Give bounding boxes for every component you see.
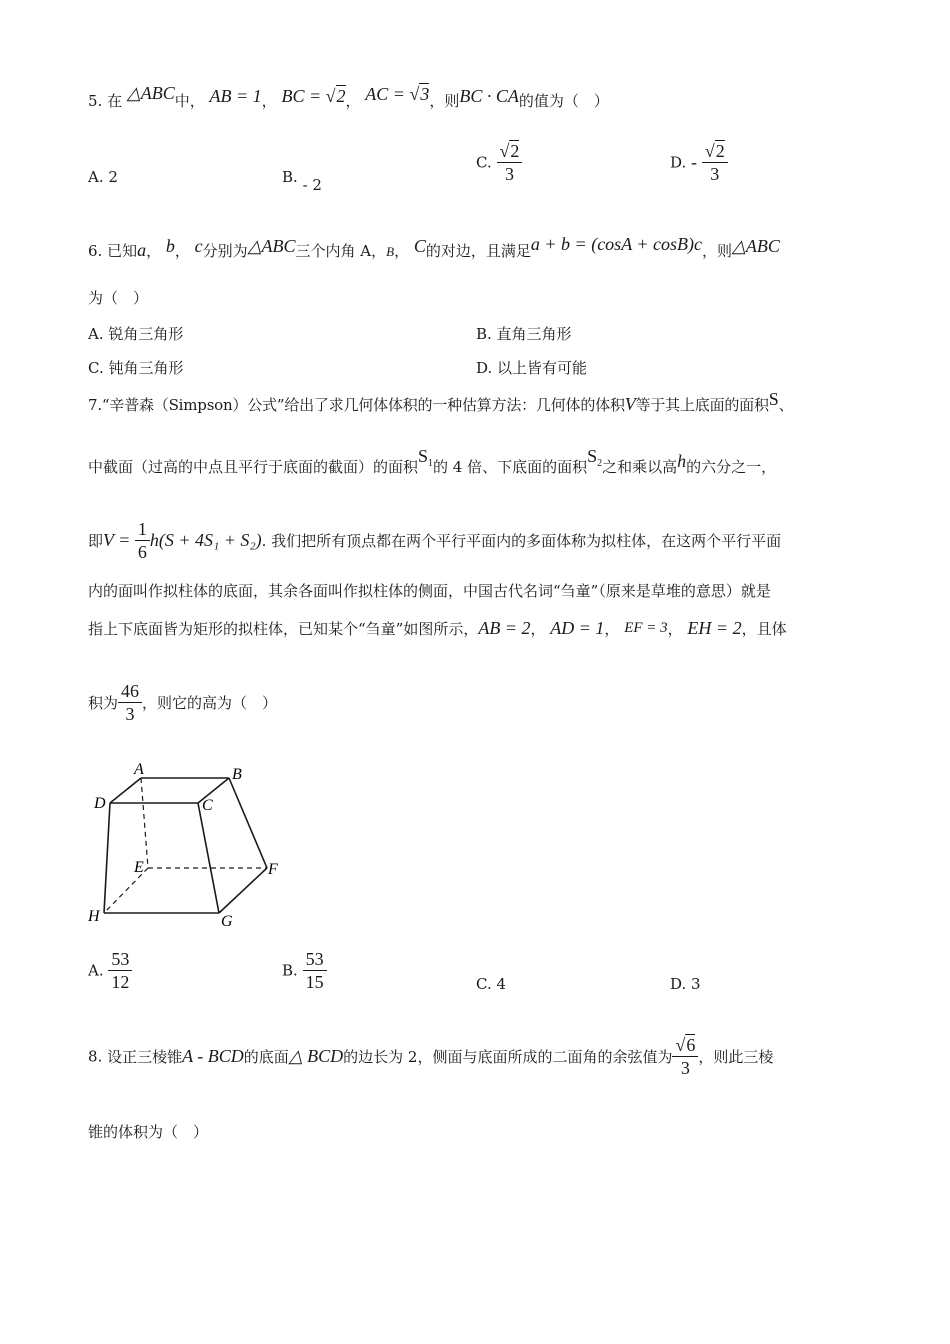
q5-number: 5. [88,92,103,110]
q8-stem: 8. 设正三棱锥A - BCD的底面△ BCD的边长为 2，侧面与底面所成的二面角的余弦值为 $\frac{√6}{3}$ ，则此三棱 [88,1035,774,1078]
q6-option-c[interactable]: C. 钝角三角形 [88,359,184,377]
edge-gf [219,868,267,913]
edge-ae [141,778,148,868]
q7-line4: 内的面叫作拟柱体的底面，其余各面叫作拟柱体的侧面，中国古代名词“刍童”（原来是草堆的意思）就是 [88,582,771,600]
q7-option-d[interactable]: D. 3 [670,975,701,993]
simpson-formula: h(S + 4S₁ + S₂) [149,530,262,550]
q6-option-b[interactable]: B. 直角三角形 [476,325,572,343]
q6-stem-cont: 为（ ） [88,289,149,307]
chutong-figure [86,758,296,933]
q8-stem-cont: 锥的体积为（ ） [88,1123,209,1141]
q7-line1: 7.“辛普森（Simpson）公式”给出了求几何体体积的一种估算方法：几何体的体积V等于其上底面的面积S、 [88,389,794,414]
q7-line5: 指上下底面皆为矩形的拟柱体，已知某个“刍童”如图所示，AB = 2， AD = 1， EF = 3， EH = 2，且体 [88,618,787,638]
label-h: H [88,908,100,925]
q5-stem: 5. 在 △ABC中， AB = 1， BC = √2， AC = √3，则BC · CA的值为（ ） [88,83,609,110]
q6-option-a[interactable]: A. 锐角三角形 [88,325,184,343]
q7-line3: 即V = $\frac{1}{6}$ h(S + 4S₁ + S₂). 我们把所有顶点都在两个平行平面内的多面体称为拟柱体，在这两个平行平面 [88,519,782,562]
q8-number: 8. [88,1047,103,1066]
q7-option-a[interactable]: A. $\frac{53}{12}$ [88,948,132,993]
label-c: C [202,797,213,814]
edge-da [110,778,141,803]
q5-option-a[interactable]: A. 2 [88,168,118,186]
q7-number: 7. [88,396,102,414]
edge-cg [198,803,219,913]
edge-bf [229,778,267,868]
q7-option-c[interactable]: C. 4 [476,975,507,993]
q7-option-b[interactable]: B. $\frac{53}{15}$ [282,948,327,993]
q5-option-c[interactable]: C. $\frac{√2}{3}$ [476,140,522,185]
q6-stem: 6. 已知a， b， c分别为△ABC三个内角 A，B， C的对边，且满足a + b = (cosA + cosB)c，则△ABC [88,234,780,260]
edge-dh [104,803,110,913]
q5-option-b[interactable]: B. - 2 [282,168,322,194]
label-d: D [94,795,106,812]
q6-option-d[interactable]: D. 以上皆有可能 [476,359,588,377]
label-f: F [268,861,278,878]
q6-number: 6. [88,242,103,260]
label-g: G [221,913,233,930]
q5-option-d[interactable]: D. - $\frac{√2}{3}$ [670,140,728,185]
label-e: E [134,859,144,876]
q7-line2: 中截面（过高的中点且平行于底面的截面）的面积$S_1$的 4 倍、下底面的面积$S_2$之和乘以高h的六分之一， [88,446,777,476]
q7-line6: 积为 $\frac{46}{3}$ ，则它的高为（ ） [88,681,278,724]
label-b: B [232,766,242,783]
label-a: A [134,761,144,778]
